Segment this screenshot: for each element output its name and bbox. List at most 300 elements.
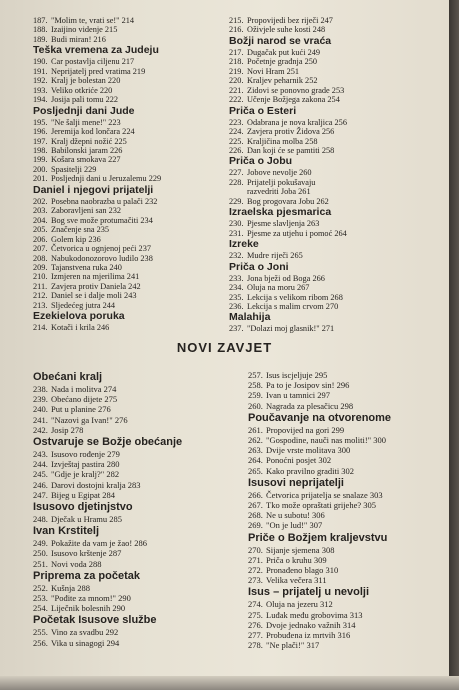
entry-title: Neprijatelj pred vratima 219 — [51, 66, 146, 76]
entry-title: Tajanstvena ruka 240 — [51, 262, 122, 272]
entry-title: Babilonski jaram 226 — [51, 145, 123, 155]
entry-number: 195. — [33, 117, 48, 127]
entry-number: 275. — [248, 609, 263, 620]
entry-title: Daniel se i dalje moli 243 — [51, 291, 137, 301]
page-bottom-edge — [0, 676, 459, 690]
entry-title: Značenje sna 235 — [51, 225, 110, 235]
entry-title: Kralj džepni nožić 225 — [51, 136, 127, 146]
entry-title: Kušnja 288 — [51, 582, 90, 593]
section-title: NOVI ZAVJET — [176, 340, 273, 355]
section-heading: Božji narod se vraća — [229, 34, 332, 47]
entry-title: Izmjeren na mjerilima 241 — [51, 272, 140, 282]
toc-entry — [229, 274, 439, 283]
entry-title: Ponoćni posjet 302 — [266, 455, 332, 466]
entry-title: Oživjele suhe kosti 248 — [247, 25, 326, 35]
entry-title: Golem kip 236 — [51, 234, 101, 244]
toc-entry — [33, 165, 223, 174]
toc-entry — [229, 251, 439, 260]
entry-title: Jobove nevolje 260 — [247, 168, 312, 178]
toc-entry — [33, 118, 223, 127]
entry-number: 252. — [33, 582, 48, 593]
entry-number: 270. — [248, 544, 263, 555]
section-heading: Isus – prijatelj u nevolji — [248, 586, 370, 599]
entry-title: Kralj je bolestan 220 — [51, 76, 121, 86]
entry-title: Mudre riječi 265 — [247, 251, 303, 261]
section-heading: Početak Isusove službe — [33, 614, 157, 627]
toc-entry — [33, 146, 223, 155]
entry-number: 233. — [229, 273, 244, 283]
entry-title: Oluja na jezeru 312 — [266, 599, 333, 610]
entry-title: Dugačak put kući 249 — [247, 47, 321, 57]
toc-entry — [33, 394, 231, 404]
toc-entry — [229, 197, 439, 206]
entry-title: Propovijedi bez riječi 247 — [247, 16, 333, 25]
entry-title: Kraljičina molba 258 — [247, 136, 318, 146]
toc-entry — [33, 425, 231, 435]
entry-title: Put u planine 276 — [51, 404, 111, 415]
entry-title: Četvorica prijatelja se snalaze 303 — [266, 489, 383, 500]
entry-number: 277. — [248, 630, 263, 641]
entry-title: Veliko otkriće 220 — [51, 85, 113, 95]
entry-title: "On je lud!" 307 — [266, 520, 323, 531]
toc-entry — [33, 291, 223, 300]
entry-title: "Ne plači!" 317 — [266, 640, 320, 651]
entry-number: 267. — [248, 500, 263, 511]
entry-number: 204. — [33, 215, 48, 225]
entry-title: Kraljev peharnik 252 — [247, 76, 318, 86]
entry-title: Priča o kruhu 309 — [266, 554, 327, 565]
toc-entry — [229, 16, 439, 25]
toc-entry — [33, 282, 223, 291]
entry-title: Početnje građnja 250 — [247, 57, 318, 67]
entry-number: 224. — [229, 127, 244, 137]
toc-entry — [33, 593, 231, 603]
toc-entry — [33, 76, 223, 85]
toc-entry — [33, 216, 223, 225]
toc-entry — [33, 197, 223, 206]
entry-title: Posebna naobrazba u palači 232 — [51, 196, 158, 206]
entry-number: 234. — [229, 283, 244, 293]
toc-entry — [248, 500, 444, 510]
section-heading: Isusovo djetinjstvo — [33, 501, 133, 514]
entry-number: 274. — [248, 599, 263, 610]
entry-number: 202. — [33, 196, 48, 206]
toc-entry — [33, 35, 223, 44]
entry-number: 255. — [33, 627, 48, 638]
toc-entry — [33, 174, 223, 183]
toc-entry — [248, 490, 444, 500]
section-heading: Priča o Joni — [229, 260, 289, 273]
entry-number: 221. — [229, 85, 244, 95]
toc-entry — [33, 415, 231, 425]
entry-number: 199. — [33, 155, 48, 165]
entry-title: Posljednji dani u Jeruzalemu 229 — [51, 174, 162, 184]
entry-title: Isusovo rođenje 279 — [51, 449, 120, 460]
toc-entry — [248, 610, 444, 620]
entry-title: Probuđena iz mrtvih 316 — [266, 630, 351, 641]
entry-number: 276. — [248, 619, 263, 630]
entry-title: Ivan u tamnici 297 — [266, 390, 330, 401]
toc-entry — [229, 324, 439, 333]
entry-number: 207. — [33, 244, 48, 254]
toc-entry — [33, 95, 223, 104]
entry-title: Dječak u Hramu 285 — [51, 514, 123, 525]
toc-entry — [33, 206, 223, 215]
entry-number: 222. — [229, 95, 244, 105]
entry-title: Ne u subotu! 306 — [266, 510, 325, 521]
toc-entry — [229, 25, 439, 34]
toc-entry — [229, 57, 439, 66]
entry-title: Lekcija s velikom ribom 268 — [247, 292, 343, 302]
entry-title: Spasitelji 229 — [51, 164, 97, 174]
entry-number: 194. — [33, 95, 48, 105]
toc-entry — [33, 137, 223, 146]
entry-number: 269. — [248, 520, 263, 531]
toc-entry — [229, 137, 439, 146]
entry-number: 256. — [33, 637, 48, 648]
entry-number: 262. — [248, 435, 263, 446]
entry-number: 188. — [33, 25, 48, 35]
entry-title: Košara smokava 227 — [51, 155, 121, 165]
entry-title: Josija pali tomu 222 — [51, 95, 119, 105]
toc-entry — [33, 449, 231, 459]
entry-number: 259. — [248, 390, 263, 401]
entry-number: 220. — [229, 76, 244, 86]
entry-title: Prijatelji pokušavaju — [247, 177, 316, 187]
entry-number: 223. — [229, 117, 244, 127]
entry-title: Jona bježi od Boga 266 — [247, 273, 325, 283]
entry-number: 193. — [33, 85, 48, 95]
entry-number: 268. — [248, 510, 263, 521]
entry-number: 205. — [33, 225, 48, 235]
entry-number: 219. — [229, 66, 244, 76]
entry-number: 206. — [33, 234, 48, 244]
toc-entry — [33, 16, 223, 25]
entry-number: 249. — [33, 538, 48, 549]
entry-number: 243. — [33, 449, 48, 460]
entry-number: 263. — [248, 445, 263, 456]
entry-title: Dvije vrste molitava 300 — [266, 445, 351, 456]
toc-entry — [229, 219, 439, 228]
entry-title: "Nazovi ga Ivan!" 276 — [51, 414, 128, 425]
entry-number: 228. — [229, 177, 244, 187]
old-testament-right-column — [229, 16, 439, 334]
entry-number: 187. — [33, 16, 48, 25]
entry-title: Obećano dijete 275 — [51, 394, 118, 405]
entry-number: 226. — [229, 145, 244, 155]
toc-entry — [33, 469, 231, 479]
entry-title: Bijeg u Egipat 284 — [51, 489, 115, 500]
toc-entry — [248, 555, 444, 565]
section-heading: Daniel i njegovi prijatelji — [33, 183, 154, 196]
toc-entry — [248, 455, 444, 465]
toc-entry — [33, 323, 223, 332]
toc-entry — [229, 302, 439, 311]
toc-entry — [229, 48, 439, 57]
toc-entry — [33, 603, 231, 613]
entry-number: 216. — [229, 25, 244, 35]
toc-entry — [229, 168, 439, 177]
entry-number: 235. — [229, 292, 244, 302]
toc-entry — [248, 466, 444, 476]
entry-number: 244. — [33, 459, 48, 470]
entry-number: 257. — [248, 370, 263, 380]
section-heading: Isusovi neprijatelji — [248, 476, 344, 489]
section-heading: Priprema za početak — [33, 569, 140, 582]
toc-entry — [229, 283, 439, 292]
entry-number: 258. — [248, 380, 263, 391]
entry-title: Vika u sinagogi 294 — [51, 637, 120, 648]
entry-title: Novi voda 288 — [51, 558, 102, 569]
entry-title: Nagrada za plesačicu 298 — [266, 400, 354, 411]
entry-title: Tko može opraštati grijehe? 305 — [266, 500, 376, 511]
entry-title: Zavjera protiv Daniela 242 — [51, 281, 141, 291]
entry-title: Pjesme slavljenja 263 — [247, 219, 320, 229]
entry-number: 189. — [33, 34, 48, 44]
toc-entry — [33, 155, 223, 164]
entry-number: 213. — [33, 300, 48, 310]
entry-title: Učenje Božjega zakona 254 — [247, 95, 340, 105]
entry-number: 197. — [33, 136, 48, 146]
toc-entry — [33, 67, 223, 76]
entry-title: Velika večera 311 — [266, 575, 327, 586]
toc-entry — [33, 57, 223, 66]
entry-number: 232. — [229, 251, 244, 261]
entry-title: Luđak među grobovima 313 — [266, 609, 363, 620]
entry-title: Budi miran! 216 — [51, 34, 106, 44]
toc-entry — [33, 263, 223, 272]
entry-title: Pa to je Josipov sin! 296 — [266, 380, 350, 391]
entry-title: Darovi dostojni kralja 283 — [51, 479, 141, 490]
entry-title: Pjesme za utjehu i pomoć 264 — [247, 228, 347, 238]
entry-number: 229. — [229, 196, 244, 206]
toc-entry — [33, 583, 231, 593]
entry-title: Jeremija kod lončara 224 — [51, 127, 135, 137]
entry-number: 260. — [248, 400, 263, 411]
entry-title: "Pođite za mnom!" 290 — [51, 593, 131, 604]
entry-title: Pronađeno blago 310 — [266, 565, 339, 576]
entry-title: Sljedećeg jutra 244 — [51, 300, 116, 310]
entry-number: 240. — [33, 404, 48, 415]
toc-entry — [248, 575, 444, 585]
toc-entry — [229, 118, 439, 127]
entry-number: 271. — [248, 554, 263, 565]
toc-entry — [248, 445, 444, 455]
entry-title: Kako pravilno graditi 302 — [266, 465, 355, 476]
entry-title: "Gospodine, nauči nas moliti!" 300 — [266, 435, 387, 446]
toc-entry — [229, 146, 439, 155]
entry-number: 241. — [33, 414, 48, 425]
entry-title: Oluja na moru 267 — [247, 283, 310, 293]
toc-entry — [248, 401, 444, 411]
toc-entry — [248, 630, 444, 640]
section-heading: Ostvaruje se Božje obećanje — [33, 436, 183, 449]
entry-number: 190. — [33, 57, 48, 67]
entry-number: 215. — [229, 16, 244, 25]
toc-entry — [33, 638, 231, 648]
entry-number: 266. — [248, 489, 263, 500]
entry-title: Isusovo krštenje 287 — [51, 548, 122, 559]
entry-title: Sijanje sjemena 308 — [266, 544, 335, 555]
toc-entry — [229, 127, 439, 136]
toc-entry — [33, 86, 223, 95]
entry-title: Izaijino videnje 215 — [51, 25, 118, 35]
entry-number: 201. — [33, 174, 48, 184]
toc-entry — [33, 548, 231, 558]
toc-entry — [248, 599, 444, 609]
entry-title: Odabrana je nova kraljica 256 — [247, 117, 347, 127]
entry-number: 227. — [229, 168, 244, 178]
toc-entry — [248, 380, 444, 390]
entry-number: 231. — [229, 228, 244, 238]
toc-entry — [229, 86, 439, 95]
toc-entry — [229, 76, 439, 85]
entry-title: Novi Hram 251 — [247, 66, 300, 76]
entry-number: 218. — [229, 57, 244, 67]
entry-title: Bog sve može protumačiti 234 — [51, 215, 153, 225]
entry-title: Dan koji će se pamtiti 258 — [247, 145, 335, 155]
entry-title: Pokažite da vam je žao! 286 — [51, 538, 148, 549]
entry-number: 239. — [33, 394, 48, 405]
toc-entry — [248, 545, 444, 555]
entry-title: Zidovi se ponovno grade 253 — [247, 85, 345, 95]
new-testament-left-column — [33, 370, 231, 648]
entry-number: 214. — [33, 323, 48, 333]
entry-title: Propovijed na gori 299 — [266, 424, 345, 435]
section-heading: Priče o Božjem kraljevstvu — [248, 531, 388, 544]
entry-number: 236. — [229, 301, 244, 311]
entry-title: "Dolazi moj glasnik!" 271 — [247, 324, 335, 334]
toc-entry — [33, 480, 231, 490]
entry-number: 230. — [229, 219, 244, 229]
toc-entry — [248, 640, 444, 650]
toc-entry — [248, 370, 444, 380]
entry-title: Kotači i krila 246 — [51, 323, 110, 333]
entry-number: 212. — [33, 291, 48, 301]
toc-entry — [229, 187, 439, 196]
entry-number: 251. — [33, 558, 48, 569]
entry-number: 245. — [33, 469, 48, 480]
section-heading: Obećani kralj — [33, 371, 103, 383]
section-heading: Ivan Krstitelj — [33, 525, 100, 538]
entry-number: 261. — [248, 424, 263, 435]
entry-number: 273. — [248, 575, 263, 586]
toc-entry — [248, 435, 444, 445]
entry-number: 191. — [33, 66, 48, 76]
toc-entry — [229, 178, 439, 187]
section-heading: Ezekielova poruka — [33, 310, 125, 323]
entry-title: razvedriti Joba 261 — [247, 187, 311, 197]
entry-title: Car postavlja ciljenu 217 — [51, 57, 135, 67]
entry-number: 200. — [33, 164, 48, 174]
section-heading: Teška vremena za Judeju — [33, 44, 159, 57]
toc-entry — [33, 225, 223, 234]
entry-number: 196. — [33, 127, 48, 137]
toc-entry — [33, 127, 223, 136]
entry-number: 247. — [33, 489, 48, 500]
entry-title: Isus iscjeljuje 295 — [266, 370, 328, 380]
entry-title: "Molim te, vrati se!" 214 — [51, 16, 135, 25]
toc-entry — [33, 25, 223, 34]
entry-number: 211. — [33, 281, 48, 291]
toc-entry — [33, 254, 223, 263]
entry-title: Četvorica u ognjenoj peći 237 — [51, 244, 151, 254]
toc-entry — [248, 510, 444, 520]
entry-number: 272. — [248, 565, 263, 576]
toc-entry — [229, 95, 439, 104]
section-heading: Posljednji dani Jude — [33, 104, 135, 117]
toc-entry — [33, 235, 223, 244]
toc-entry — [33, 627, 231, 637]
entry-number: 265. — [248, 465, 263, 476]
entry-number: 237. — [229, 324, 244, 334]
toc-entry — [248, 565, 444, 575]
entry-title: "Ne šalji mene!" 223 — [51, 117, 121, 127]
entry-title: Dvoje jednako važnih 314 — [266, 619, 356, 630]
entry-number: 217. — [229, 47, 244, 57]
entry-number: 209. — [33, 262, 48, 272]
entry-number: 242. — [33, 424, 48, 435]
section-heading: Malahija — [229, 311, 271, 324]
entry-title: Josip 278 — [51, 424, 84, 435]
entry-number: 246. — [33, 479, 48, 490]
toc-entry — [33, 301, 223, 310]
section-heading: Priča o Esteri — [229, 104, 297, 117]
entry-number: 278. — [248, 640, 263, 651]
entry-title: Zaboravljeni san 232 — [51, 206, 122, 216]
toc-entry — [33, 559, 231, 569]
toc-entry — [33, 459, 231, 469]
entry-number: 203. — [33, 206, 48, 216]
toc-entry — [248, 390, 444, 400]
section-heading: Izraelska pjesmarica — [229, 206, 332, 219]
entry-number: 238. — [33, 384, 48, 394]
entry-number: 192. — [33, 76, 48, 86]
toc-entry — [33, 490, 231, 500]
section-heading: Priča o Jobu — [229, 155, 293, 168]
new-testament-right-column — [248, 370, 444, 650]
section-heading: Izreke — [229, 238, 259, 251]
toc-entry — [33, 384, 231, 394]
section-heading: Poučavanje na otvorenome — [248, 411, 392, 424]
toc-entry — [248, 620, 444, 630]
entry-number: 264. — [248, 455, 263, 466]
entry-title: Vino za svadbu 292 — [51, 627, 119, 638]
entry-title: "Gdje je kralj?" 282 — [51, 469, 120, 480]
entry-number — [229, 187, 247, 196]
entry-title: Lekcija s malim crvom 270 — [247, 301, 339, 311]
entry-number: 210. — [33, 272, 48, 282]
entry-number: 254. — [33, 603, 48, 614]
toc-entry — [33, 272, 223, 281]
page-edge-shadow — [449, 0, 459, 690]
entry-number: 250. — [33, 548, 48, 559]
toc-entry — [33, 404, 231, 414]
entry-title: Izvještaj pastira 280 — [51, 459, 120, 470]
entry-number: 225. — [229, 136, 244, 146]
toc-entry — [229, 67, 439, 76]
toc-entry — [33, 538, 231, 548]
old-testament-left-column — [33, 16, 223, 333]
entry-title: Liječnik bolesnih 290 — [51, 603, 126, 614]
entry-number: 248. — [33, 514, 48, 525]
toc-entry — [33, 244, 223, 253]
entry-title: Bog progovara Jobu 262 — [247, 196, 329, 206]
toc-entry — [229, 293, 439, 302]
entry-number: 198. — [33, 145, 48, 155]
toc-entry — [248, 520, 444, 530]
entry-number: 253. — [33, 593, 48, 604]
